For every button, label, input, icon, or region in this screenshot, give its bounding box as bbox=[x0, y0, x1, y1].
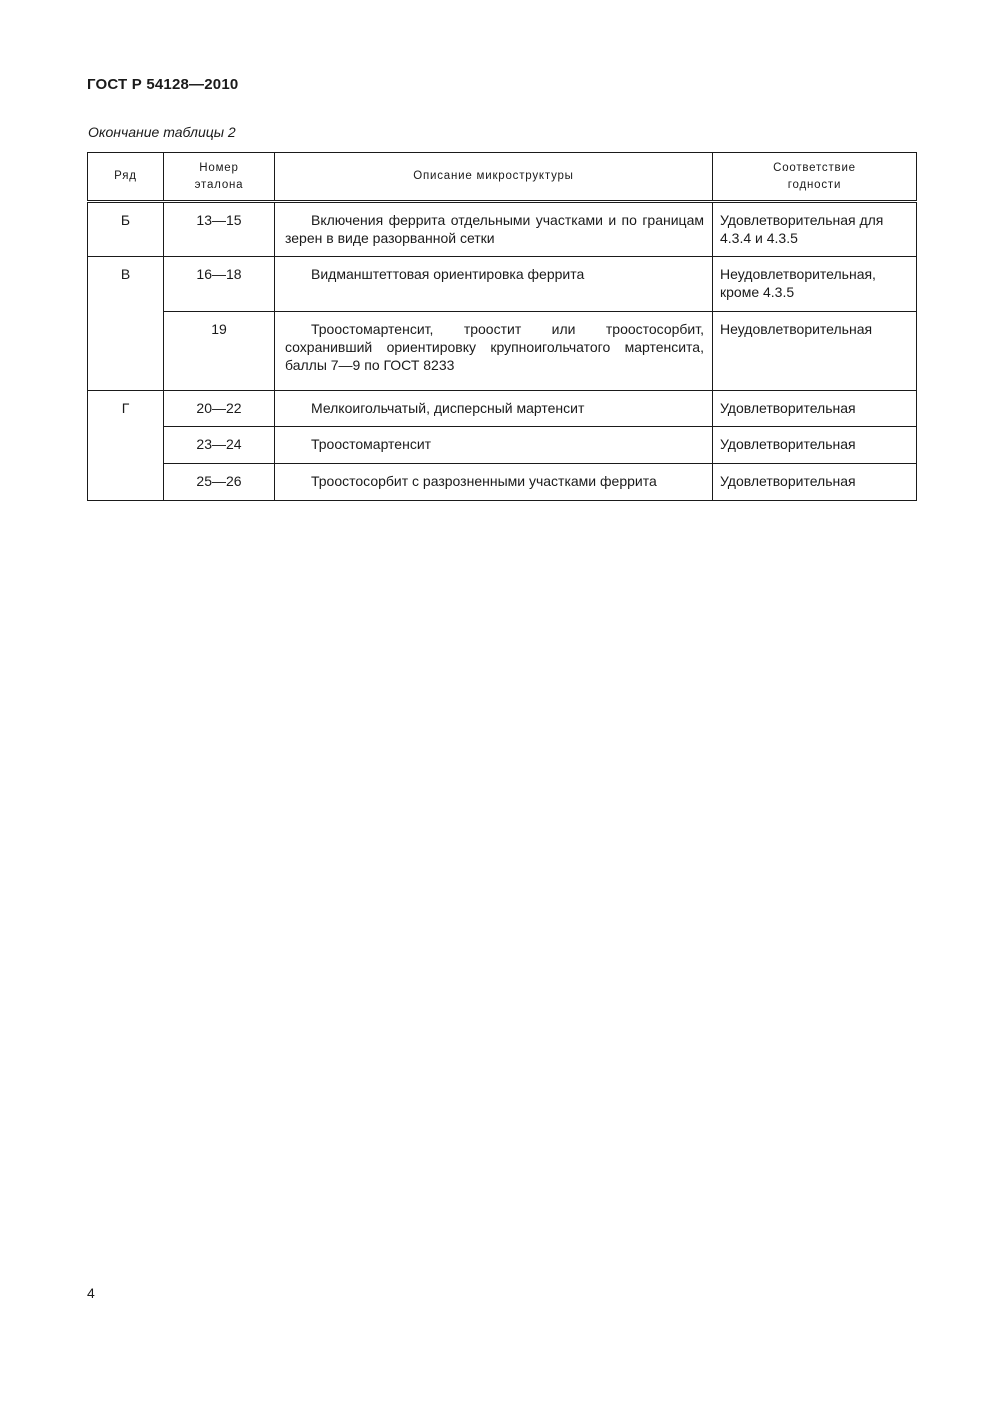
header-fitness bbox=[713, 153, 917, 202]
row-series-cell: Б bbox=[88, 202, 164, 257]
fitness-cell: Неудовлетворительная, кроме 4.3.5 bbox=[713, 257, 917, 312]
table-row bbox=[88, 427, 917, 464]
header-row-series bbox=[88, 153, 164, 202]
fitness-cell: Удовлетворительная bbox=[713, 427, 917, 464]
description-cell bbox=[275, 464, 713, 501]
description-cell bbox=[275, 202, 713, 257]
description-cell bbox=[275, 257, 713, 312]
description-text: Троостосорбит с разрозненными участками феррита bbox=[311, 473, 657, 489]
standard-number-cell: 20—22 bbox=[164, 391, 275, 427]
fitness-cell: Удовлетворительная bbox=[713, 391, 917, 427]
table-caption: Окончание таблицы 2 bbox=[88, 124, 236, 140]
table-row bbox=[88, 391, 917, 427]
description-text: Троостомартенсит, троостит или троостосорбит, сохранивший ориентировку крупноигольчатого мартенсита, баллы 7—9 по ГОСТ 8233 bbox=[285, 321, 704, 373]
description-text: Видманштеттовая ориентировка феррита bbox=[311, 266, 585, 282]
header-standard-number-line2: эталона bbox=[194, 178, 244, 191]
standard-number-cell: 13—15 bbox=[164, 202, 275, 257]
description-cell bbox=[275, 312, 713, 391]
description-cell bbox=[275, 427, 713, 464]
table-row bbox=[88, 202, 917, 257]
table-header-row bbox=[88, 153, 917, 202]
header-description bbox=[275, 153, 713, 202]
header-row-series-label: Ряд bbox=[114, 170, 137, 182]
fitness-cell: Неудовлетворительная bbox=[713, 312, 917, 391]
standard-number-cell: 19 bbox=[164, 312, 275, 391]
table-row bbox=[88, 312, 917, 391]
standard-number-cell: 16—18 bbox=[164, 257, 275, 312]
header-fitness-line2: годности bbox=[787, 178, 842, 191]
header-fitness-line1: Соответствие bbox=[773, 161, 856, 174]
header-standard-number-line1: Номер bbox=[199, 161, 239, 174]
standard-number-cell: 23—24 bbox=[164, 427, 275, 464]
microstructure-table bbox=[87, 152, 917, 501]
row-series-cell: Г bbox=[88, 391, 164, 501]
standard-number-cell: 25—26 bbox=[164, 464, 275, 501]
document-header: ГОСТ Р 54128—2010 bbox=[87, 76, 239, 93]
table-row bbox=[88, 257, 917, 312]
header-description-label: Описание микроструктуры bbox=[413, 170, 574, 182]
table-row bbox=[88, 464, 917, 501]
description-text: Включения феррита отдельными участками и по границам зерен в виде разорванной сетки bbox=[285, 212, 704, 246]
page-number: 4 bbox=[87, 1285, 95, 1301]
fitness-cell: Удовлетворительная для 4.3.4 и 4.3.5 bbox=[713, 202, 917, 257]
description-text: Троостомартенсит bbox=[311, 436, 432, 452]
description-cell bbox=[275, 391, 713, 427]
row-series-cell: В bbox=[88, 257, 164, 391]
fitness-cell: Удовлетворительная bbox=[713, 464, 917, 501]
header-standard-number bbox=[164, 153, 275, 202]
description-text: Мелкоигольчатый, дисперсный мартенсит bbox=[311, 400, 585, 416]
